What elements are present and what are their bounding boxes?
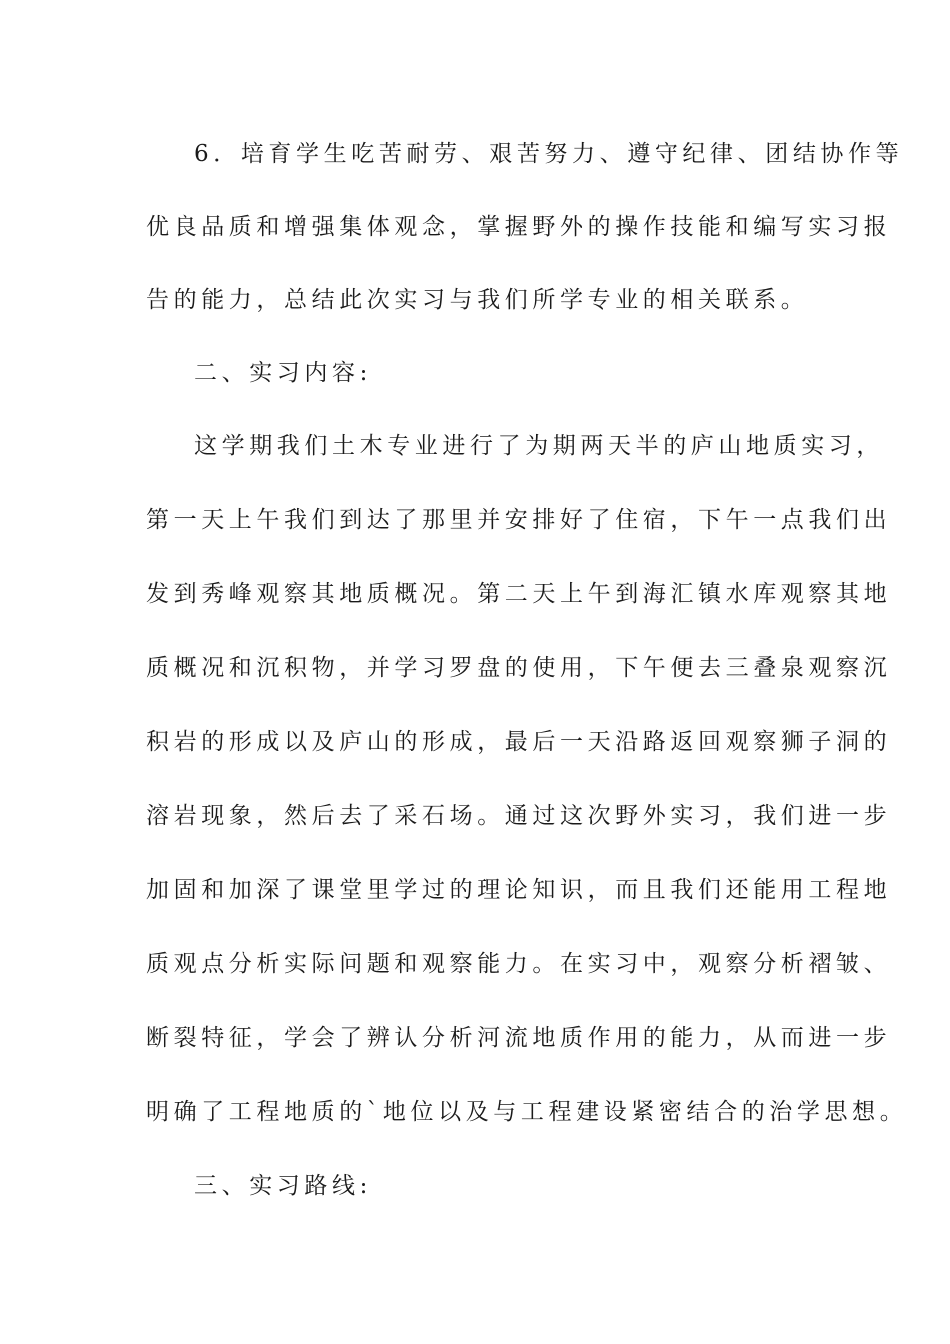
paragraph-line: 6．培育学生吃苦耐劳、艰苦努力、遵守纪律、团结协作等 [194, 141, 904, 167]
section-heading: 三、实习路线: [194, 1173, 372, 1199]
paragraph-line: 断裂特征，学会了辨认分析河流地质作用的能力，从而进一步 [146, 1025, 892, 1051]
paragraph-line: 明确了工程地质的`地位以及与工程建设紧密结合的治学思想。 [146, 1099, 908, 1125]
section-heading: 二、实习内容: [194, 360, 372, 386]
paragraph-line: 积岩的形成以及庐山的形成，最后一天沿路返回观察狮子洞的 [146, 729, 892, 755]
paragraph-line: 这学期我们土木专业进行了为期两天半的庐山地质实习， [194, 433, 884, 459]
paragraph-line: 告的能力，总结此次实习与我们所学专业的相关联系。 [146, 287, 809, 313]
paragraph-line: 优良品质和增强集体观念，掌握野外的操作技能和编写实习报 [146, 214, 892, 240]
paragraph-line: 第一天上午我们到达了那里并安排好了住宿，下午一点我们出 [146, 507, 892, 533]
paragraph-line: 溶岩现象，然后去了采石场。通过这次野外实习，我们进一步 [146, 803, 892, 829]
paragraph-line: 质概况和沉积物，并学习罗盘的使用，下午便去三叠泉观察沉 [146, 655, 892, 681]
paragraph-line: 加固和加深了课堂里学过的理论知识，而且我们还能用工程地 [146, 877, 892, 903]
paragraph-line: 质观点分析实际问题和观察能力。在实习中，观察分析褶皱、 [146, 951, 892, 977]
paragraph-line: 发到秀峰观察其地质概况。第二天上午到海汇镇水库观察其地 [146, 581, 892, 607]
